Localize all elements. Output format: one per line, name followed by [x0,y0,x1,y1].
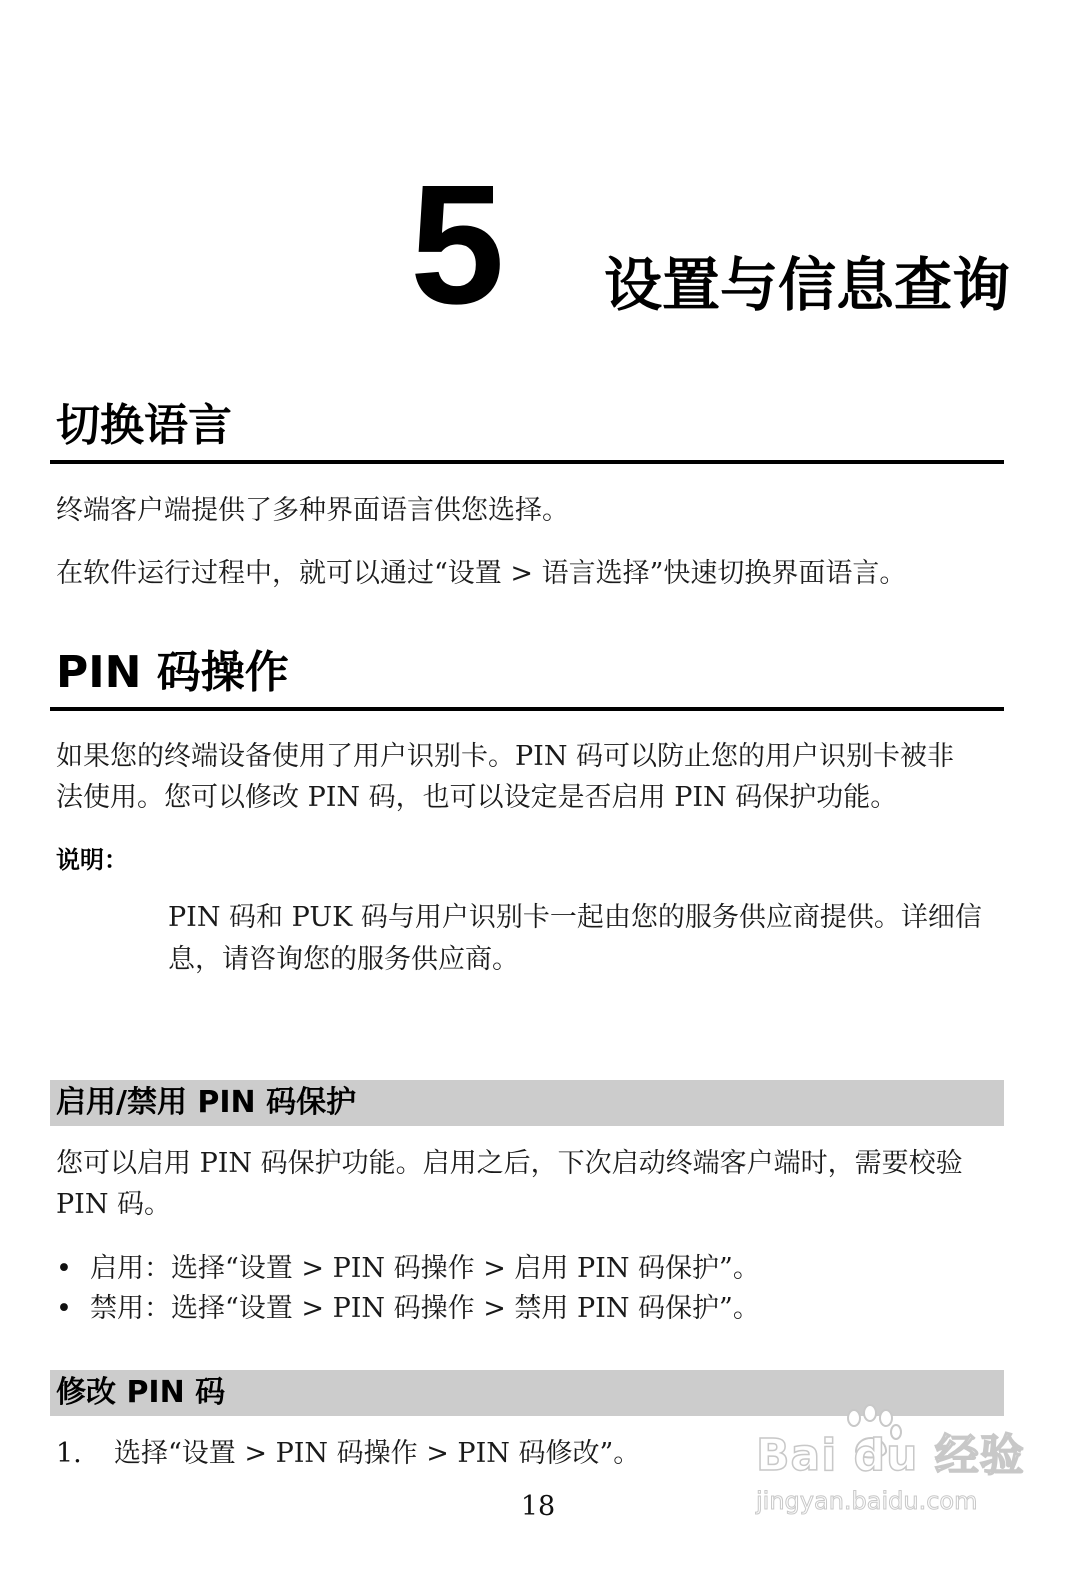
page-number: 18 [520,1491,556,1522]
language-paragraph-2: 在软件运行过程中，就可以通过“设置 > 语言选择”快速切换界面语言。 [56,558,907,589]
enable-body-line-1: 您可以启用 PIN 码保护功能。启用之后，下次启动终端客户端时，需要校验 [56,1148,963,1179]
language-paragraph-1: 终端客户端提供了多种界面语言供您选择。 [56,495,569,526]
bullet-dot: • [56,1253,72,1284]
enable-body-line-2: PIN 码。 [56,1189,172,1220]
watermark-logo: Bai du 经验 [756,1430,1025,1481]
section-rule-language [50,460,1004,464]
chapter-title: 设置与信息查询 [604,251,1011,319]
note-label: 说明： [56,846,128,874]
section-rule-pin [50,707,1004,711]
note-body [168,897,1004,981]
bullet-dot: • [56,1293,72,1324]
pin-intro-line-2: 法使用。您可以修改 PIN 码，也可以设定是否启用 PIN 码保护功能。 [56,782,898,813]
step-number: 1. [56,1438,82,1469]
note-line-1: PIN 码和 PUK 码与用户识别卡一起由您的服务供应商提供。详细信 [168,902,982,933]
pin-intro-line-1: 如果您的终端设备使用了用户识别卡。PIN 码可以防止您的用户识别卡被非 [56,741,955,772]
subsection-heading-modify: 修改 PIN 码 [56,1375,226,1410]
section-heading-pin: PIN 码操作 [56,647,289,698]
bullet-enable: 启用：选择“设置 > PIN 码操作 > 启用 PIN 码保护”。 [90,1253,760,1284]
step-text: 选择“设置 > PIN 码操作 > PIN 码修改”。 [114,1438,641,1469]
note-line-2: 息，请咨询您的服务供应商。 [168,944,519,975]
subsection-heading-enable: 启用/禁用 PIN 码保护 [56,1085,357,1120]
watermark-url: jingyan.baidu.com [756,1487,978,1515]
bullet-disable: 禁用：选择“设置 > PIN 码操作 > 禁用 PIN 码保护”。 [90,1293,760,1324]
section-heading-language: 切换语言 [56,400,232,451]
chapter-number: 5 [410,150,505,340]
